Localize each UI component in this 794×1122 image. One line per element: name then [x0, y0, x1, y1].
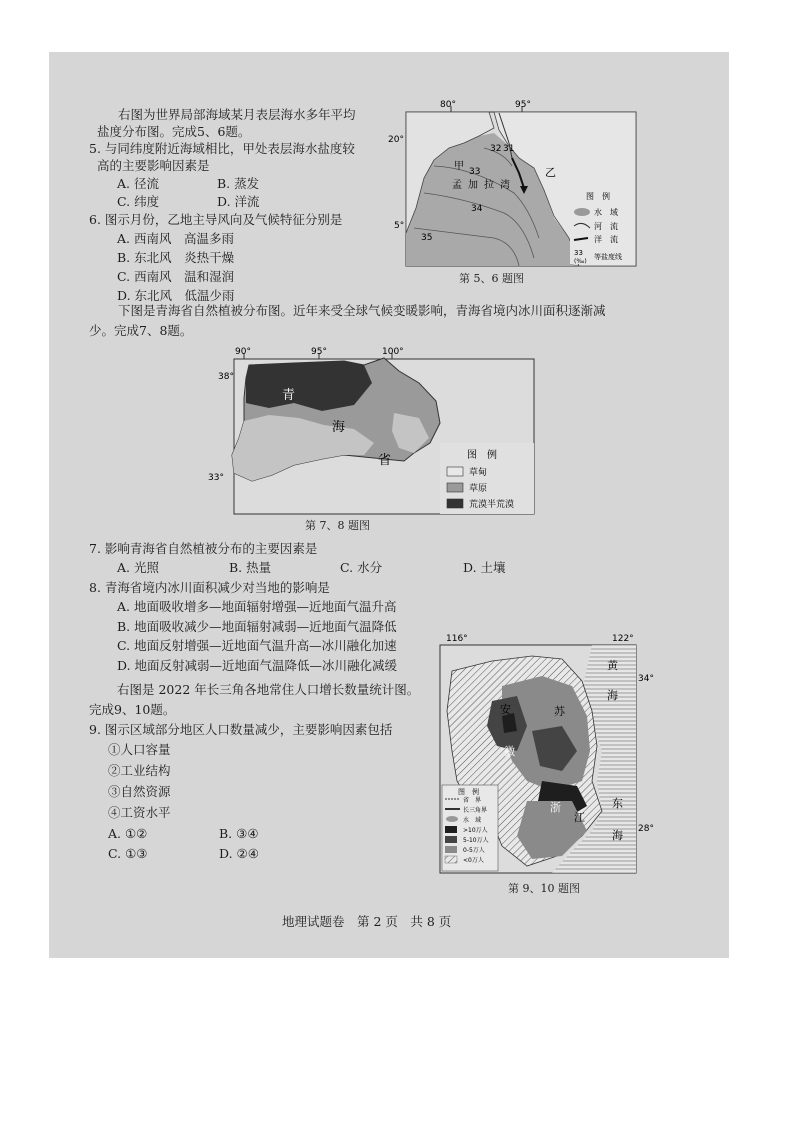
place-sheng: 省: [378, 453, 392, 468]
lon-90: 90°: [235, 347, 251, 357]
place-hui: 徽: [504, 745, 515, 758]
lat-5: 5°: [394, 221, 405, 231]
legend-grassland-swatch: [447, 483, 463, 492]
intro-7-8-line2: 少。完成7、8题。: [89, 323, 193, 338]
q9-item-3: ③自然资源: [108, 784, 171, 799]
yangtze-delta-population-map: [432, 631, 654, 877]
q9-option-a: A. ①②: [108, 826, 148, 841]
intro-9-10-line2: 完成9、10题。: [89, 702, 176, 717]
legend-isohaline: 等盐度线: [594, 253, 622, 261]
legend-negative-swatch: [445, 856, 457, 863]
lat-33: 33°: [208, 473, 224, 483]
iso-34: 34: [471, 204, 483, 214]
q9-option-d: D. ②④: [219, 846, 259, 861]
legend-province: 省 界: [463, 797, 482, 804]
lat-34: 34°: [638, 674, 654, 684]
legend-over10-swatch: [445, 826, 457, 833]
legend-water-swatch: [446, 816, 458, 822]
legend-iso-unit: (‰): [574, 258, 587, 265]
legend-water: 水 域: [463, 817, 482, 824]
place-jiang: 江: [574, 811, 585, 824]
legend-iso-value: 33: [574, 249, 583, 257]
lon-116: 116°: [446, 634, 468, 644]
figure-9-10-caption: 第 9、10 题图: [508, 882, 580, 895]
q9-stem: 9. 图示区域部分地区人口数量减少，主要影响因素包括: [89, 722, 393, 737]
q6-stem: 6. 图示月份，乙地主导风向及气候特征分别是: [89, 212, 343, 227]
q9-item-2: ②工业结构: [108, 763, 171, 778]
place-qing: 青: [282, 388, 296, 403]
desert-area: [246, 361, 372, 411]
intro-5-6-line1: 右图为世界局部海域某月表层海水多年平均: [118, 107, 356, 122]
q7-stem: 7. 影响青海省自然植被分布的主要因素是: [89, 541, 318, 556]
iso-32: 32: [490, 144, 502, 154]
place-hai-2: 海: [612, 829, 623, 842]
legend-5-10: 5-10万人: [463, 837, 489, 844]
q6-option-d: D. 东北风 低温少雨: [117, 288, 235, 303]
place-dong: 东: [612, 797, 623, 810]
lon-95: 95°: [311, 347, 327, 357]
legend-over10: >10万人: [463, 827, 488, 834]
q6-option-a: A. 西南风 高温多雨: [117, 231, 234, 246]
q8-option-d: D. 地面反射减弱—近地面气温降低—冰川融化减缓: [117, 658, 398, 673]
legend-delta: 长三角界: [463, 807, 488, 814]
legend-desert-swatch: [447, 499, 463, 508]
legend-meadow: 草甸: [469, 468, 488, 478]
q7-option-a: A. 光照: [117, 560, 159, 575]
place-meng: 孟: [452, 180, 462, 191]
place-su: 苏: [554, 705, 565, 718]
q9-item-4: ④工资水平: [108, 805, 171, 820]
figure-5-6-caption: 第 5、6 题图: [459, 272, 524, 285]
legend-negative: <0万人: [463, 857, 484, 864]
q9-item-1: ①人口容量: [108, 742, 171, 757]
q9-option-b: B. ③④: [219, 826, 259, 841]
place-huang: 黄: [607, 659, 618, 672]
q5-option-b: B. 蒸发: [217, 176, 260, 191]
legend-desert: 荒漠半荒漠: [469, 500, 515, 510]
place-jia: 甲: [454, 161, 464, 172]
q9-option-c: C. ①③: [108, 846, 148, 861]
salinity-map-figure: [388, 98, 639, 270]
intro-7-8-line1: 下图是青海省自然植被分布图。近年来受全球气候变暖影响，青海省境内冰川面积逐渐减: [118, 303, 606, 318]
q7-option-d: D. 土壤: [463, 560, 506, 575]
legend-0-5: 0-5万人: [463, 847, 485, 854]
q5-stem-line2: 高的主要影响因素是: [97, 158, 210, 173]
lon-122: 122°: [612, 634, 634, 644]
legend-title: 图 例: [467, 450, 497, 461]
legend-water-swatch: [574, 208, 590, 216]
legend-title: 图 例: [458, 788, 479, 796]
qinghai-vegetation-map: [204, 343, 544, 519]
place-zhe: 浙: [550, 801, 561, 814]
place-jia2: 加: [468, 180, 478, 191]
place-an: 安: [500, 703, 511, 716]
q8-option-b: B. 地面吸收减少—地面辐射减弱—近地面气温降低: [117, 619, 397, 634]
figure-7-8-caption: 第 7、8 题图: [305, 519, 370, 532]
place-hai-1: 海: [607, 689, 618, 702]
intro-9-10-line1: 右图是 2022 年长三角各地常住人口增长数量统计图。: [117, 682, 420, 697]
legend-5-10-swatch: [445, 836, 457, 843]
q8-option-a: A. 地面吸收增多—地面辐射增强—近地面气温升高: [117, 599, 397, 614]
q6-option-c: C. 西南风 温和湿润: [117, 269, 235, 284]
q8-stem: 8. 青海省境内冰川面积减少对当地的影响是: [89, 580, 330, 595]
q8-option-c: C. 地面反射增强—近地面气温升高—冰川融化加速: [117, 638, 397, 653]
lat-28: 28°: [638, 824, 654, 834]
iso-31: 31: [503, 144, 515, 154]
legend-water: 水 域: [594, 208, 618, 217]
q6-option-b: B. 东北风 炎热干燥: [117, 250, 235, 265]
q7-option-b: B. 热量: [229, 560, 272, 575]
legend-grassland: 草原: [469, 484, 488, 494]
intro-5-6-line2: 盐度分布图。完成5、6题。: [97, 124, 251, 139]
iso-33: 33: [469, 167, 481, 177]
place-wan: 湾: [500, 180, 510, 191]
q7-option-c: C. 水分: [340, 560, 383, 575]
q5-option-c: C. 纬度: [117, 194, 160, 209]
legend-meadow-swatch: [447, 467, 463, 476]
legend-0-5-swatch: [445, 846, 457, 853]
q5-option-d: D. 洋流: [217, 194, 260, 209]
q5-option-a: A. 径流: [117, 176, 159, 191]
page-footer: 地理试题卷 第 2 页 共 8 页: [282, 914, 452, 929]
legend-river: 河 流: [594, 222, 618, 231]
lat-38: 38°: [218, 372, 234, 382]
place-yi: 乙: [545, 166, 556, 179]
lon-100: 100°: [382, 347, 404, 357]
lon-80: 80°: [440, 100, 456, 110]
lat-20: 20°: [388, 135, 404, 145]
legend-current: 洋 流: [594, 235, 618, 244]
lon-95: 95°: [515, 100, 531, 110]
place-hai: 海: [332, 420, 346, 435]
place-la: 拉: [484, 180, 494, 191]
iso-35: 35: [421, 233, 433, 243]
legend-title: 图 例: [586, 192, 610, 201]
q5-stem-line1: 5. 与同纬度附近海域相比，甲处表层海水盐度较: [89, 141, 355, 156]
